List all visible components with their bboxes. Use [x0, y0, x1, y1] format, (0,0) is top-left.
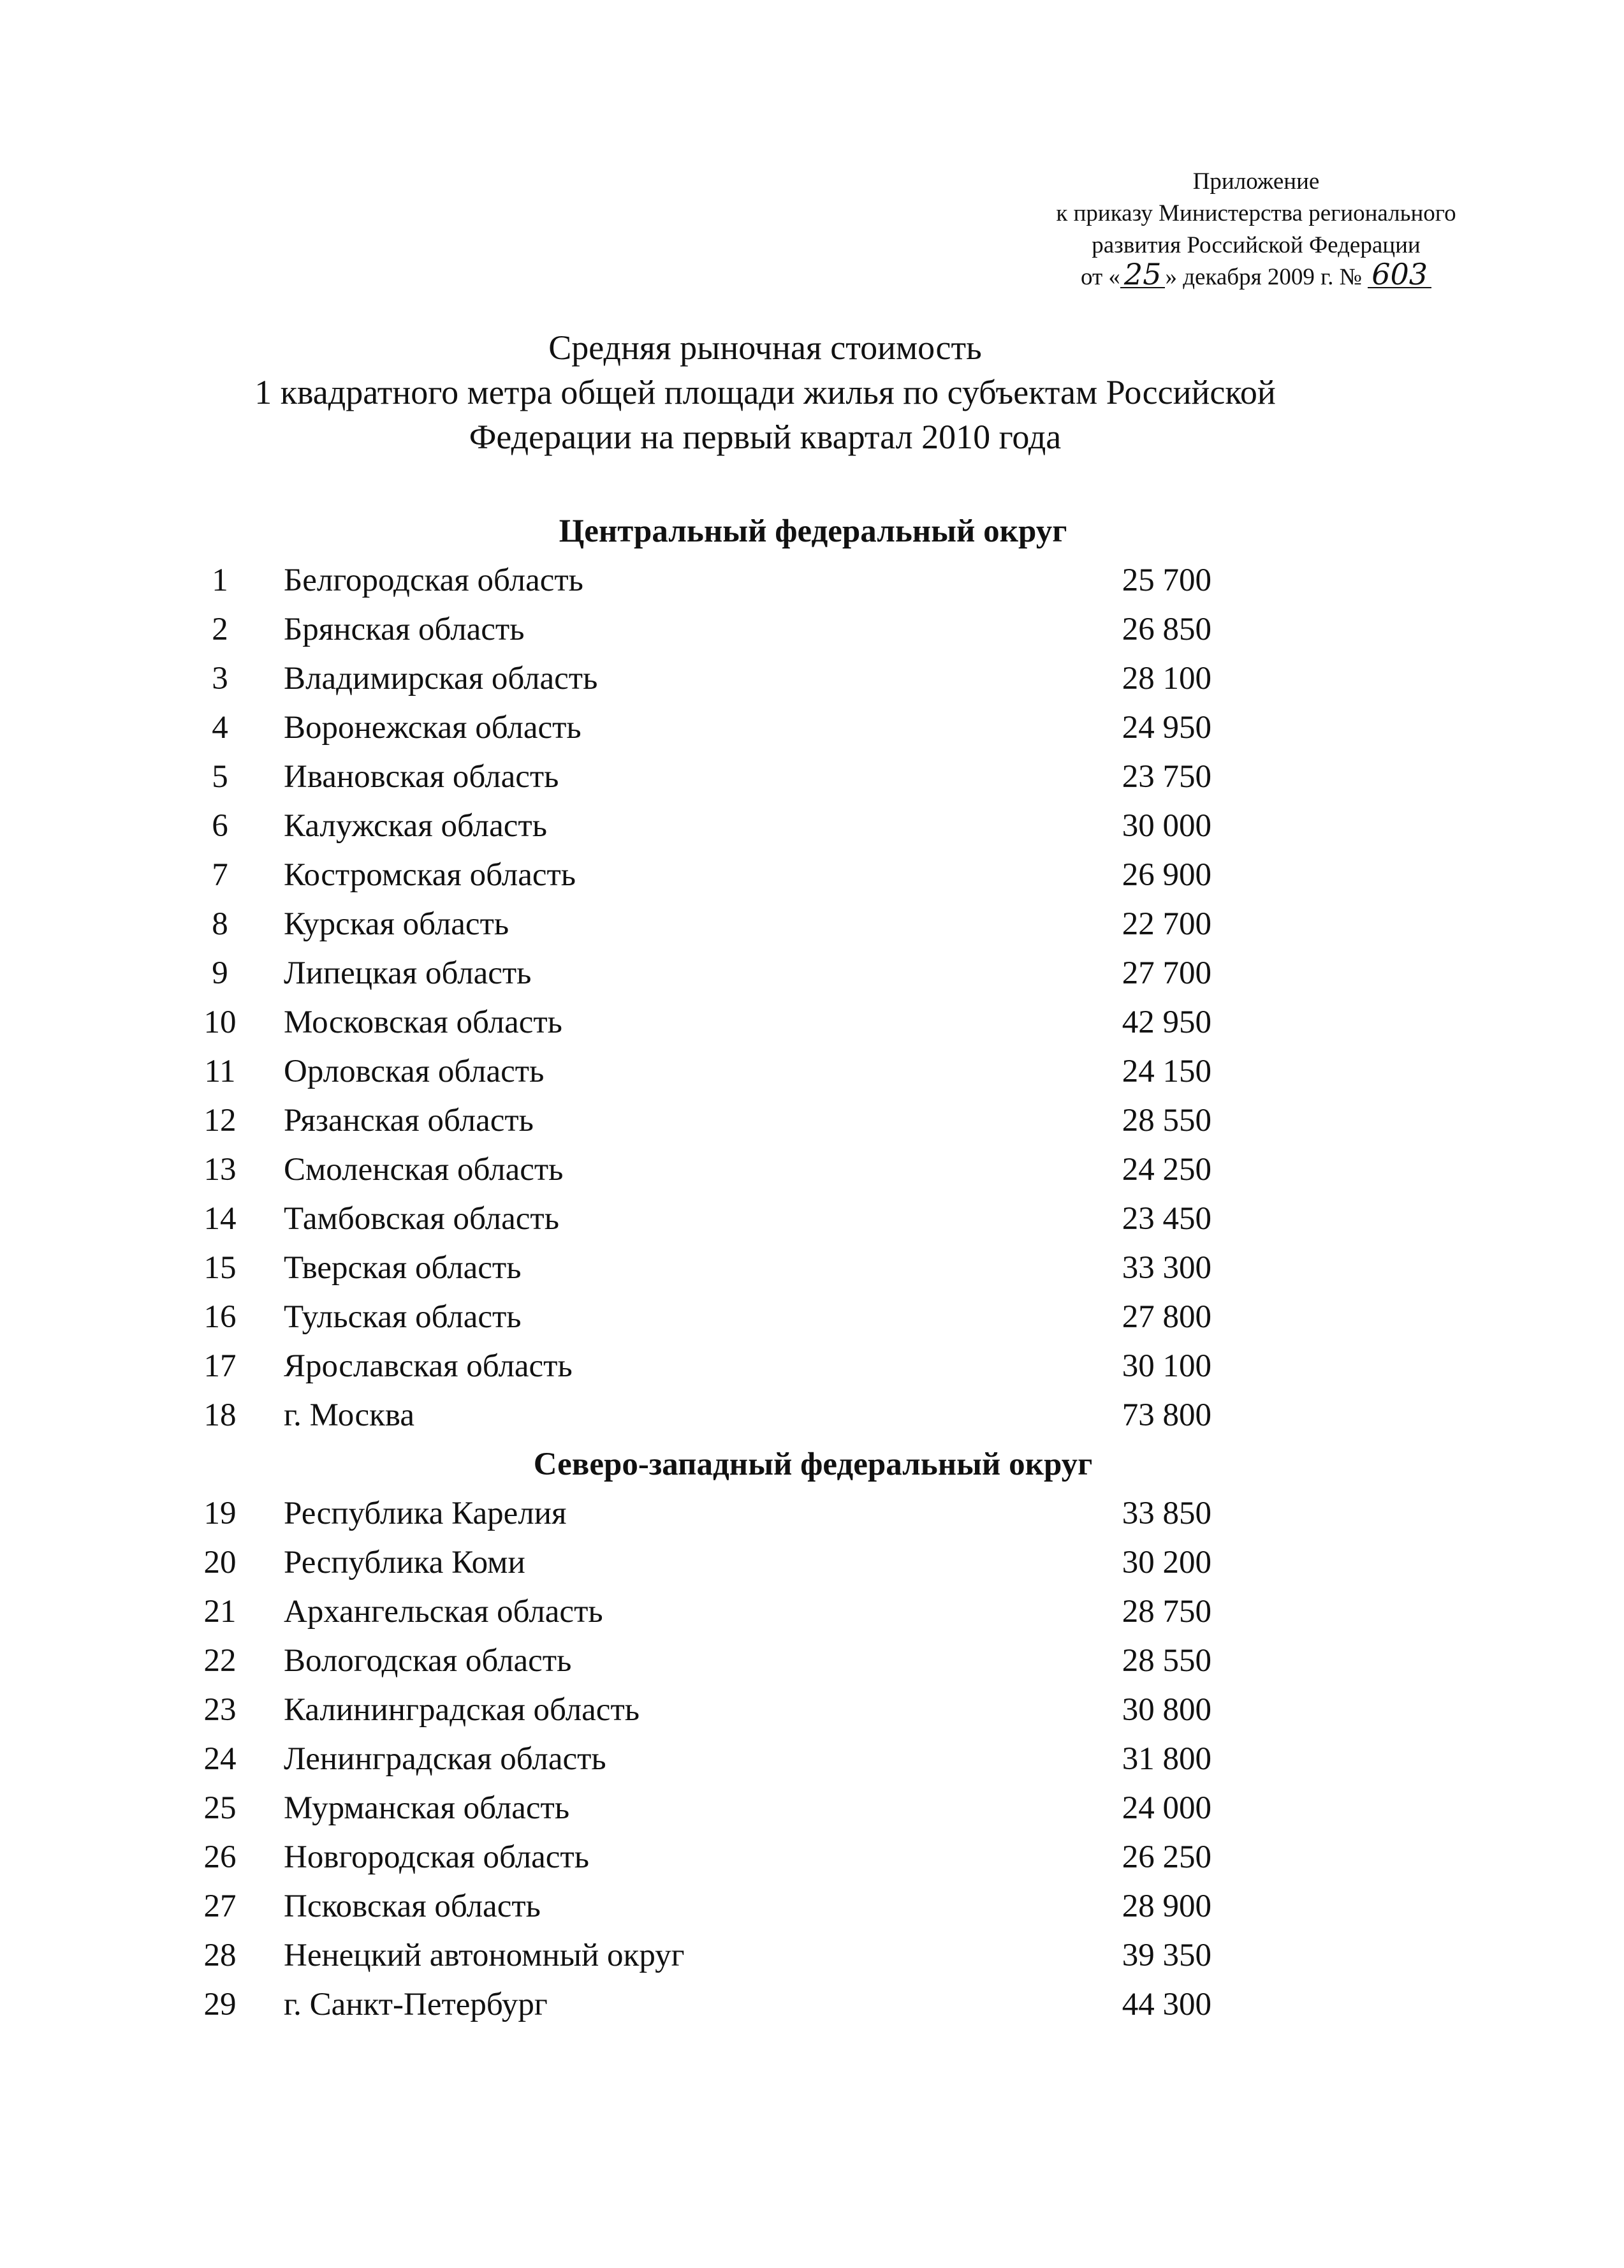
- price-value: 31 800: [1122, 1741, 1211, 1777]
- region-name: Новгородская область: [284, 1839, 589, 1875]
- price-value: 25 700: [1122, 563, 1211, 598]
- region-name: Московская область: [284, 1005, 562, 1040]
- row-number: 7: [212, 857, 228, 893]
- table-row: [191, 1882, 1275, 1931]
- row-number: 6: [212, 808, 228, 844]
- region-name: Ленинградская область: [284, 1741, 606, 1777]
- price-value: 26 850: [1122, 612, 1211, 647]
- date-day-handwritten: 25: [1120, 261, 1166, 288]
- price-value: 24 000: [1122, 1790, 1211, 1826]
- row-number: 5: [212, 759, 228, 795]
- annex-date-line: [1007, 257, 1505, 293]
- region-name: Белгородская область: [284, 563, 583, 598]
- price-value: 24 250: [1122, 1152, 1211, 1188]
- table-row: [191, 753, 1275, 802]
- row-number: 3: [212, 661, 228, 696]
- table-row: [191, 900, 1275, 949]
- annex-line-1: Приложение: [1192, 168, 1320, 195]
- price-value: 28 550: [1122, 1643, 1211, 1679]
- region-name: г. Москва: [284, 1397, 414, 1433]
- region-name: Архангельская область: [284, 1594, 603, 1630]
- table-row: [191, 1980, 1275, 2029]
- price-value: 28 550: [1122, 1103, 1211, 1138]
- price-value: 28 100: [1122, 661, 1211, 696]
- order-number-handwritten: 603: [1368, 261, 1431, 288]
- table-row: [191, 1686, 1275, 1735]
- row-number: 27: [203, 1889, 237, 1924]
- price-value: 30 200: [1122, 1545, 1211, 1580]
- row-number: 28: [203, 1938, 237, 1973]
- region-name: Ненецкий автономный округ: [284, 1938, 685, 1973]
- price-value: 23 750: [1122, 759, 1211, 795]
- table-row: [191, 1244, 1275, 1293]
- row-number: 24: [203, 1741, 237, 1777]
- region-name: Рязанская область: [284, 1103, 534, 1138]
- row-number: 19: [203, 1496, 237, 1531]
- table-row: [191, 1195, 1275, 1244]
- table-row: [191, 1391, 1275, 1440]
- region-name: Липецкая область: [284, 955, 532, 991]
- region-name: Владимирская область: [284, 661, 598, 696]
- date-prefix: от «: [1080, 264, 1120, 290]
- region-name: Ярославская область: [284, 1348, 573, 1384]
- title-line-1: Средняя рыночная стоимость: [548, 328, 982, 367]
- row-number: 14: [203, 1201, 237, 1237]
- row-number: 1: [212, 563, 228, 598]
- table-row: [191, 1293, 1275, 1342]
- region-name: Орловская область: [284, 1054, 545, 1089]
- region-name: Республика Карелия: [284, 1496, 567, 1531]
- row-number: 9: [212, 955, 228, 991]
- table-row: [191, 1784, 1275, 1833]
- table-row: [191, 949, 1275, 998]
- region-name: Тверская область: [284, 1250, 522, 1286]
- row-number: 18: [203, 1397, 237, 1433]
- table-row: [191, 1538, 1275, 1587]
- row-number: 13: [203, 1152, 237, 1188]
- region-name: Костромская область: [284, 857, 576, 893]
- row-number: 16: [203, 1299, 237, 1335]
- table-row: [191, 556, 1275, 605]
- row-number: 29: [203, 1987, 237, 2022]
- district-heading: Северо-западный федеральный округ: [533, 1447, 1093, 1482]
- row-number: 22: [203, 1643, 237, 1679]
- row-number: 17: [203, 1348, 237, 1384]
- table-row: [191, 654, 1275, 703]
- price-value: 30 100: [1122, 1348, 1211, 1384]
- row-number: 2: [212, 612, 228, 647]
- row-number: 23: [203, 1692, 237, 1728]
- table-row: [191, 1047, 1275, 1096]
- region-name: Калужская область: [284, 808, 547, 844]
- price-value: 26 900: [1122, 857, 1211, 893]
- date-middle: » декабря 2009 г. №: [1165, 264, 1362, 290]
- price-value: 26 250: [1122, 1839, 1211, 1875]
- annex-line-2: к приказу Министерства регионального: [1056, 200, 1456, 226]
- price-value: 24 950: [1122, 710, 1211, 746]
- table-row: [191, 1342, 1275, 1391]
- table-row: [191, 1735, 1275, 1784]
- title-line-2: 1 квадратного метра общей площади жилья по субъектам Российской: [254, 373, 1276, 411]
- table-row: [191, 851, 1275, 900]
- region-name: Калининградская область: [284, 1692, 640, 1728]
- table-row: [191, 703, 1275, 753]
- table-row: [191, 1587, 1275, 1637]
- region-name: Вологодская область: [284, 1643, 572, 1679]
- price-value: 28 900: [1122, 1889, 1211, 1924]
- price-value: 30 000: [1122, 808, 1211, 844]
- row-number: 25: [203, 1790, 237, 1826]
- region-name: Тамбовская область: [284, 1201, 559, 1237]
- price-value: 39 350: [1122, 1938, 1211, 1973]
- table-row: [191, 1096, 1275, 1145]
- price-table: [191, 507, 1275, 2029]
- row-number: 10: [203, 1005, 237, 1040]
- row-number: 4: [212, 710, 228, 746]
- table-row: [191, 998, 1275, 1047]
- price-value: 33 300: [1122, 1250, 1211, 1286]
- row-number: 11: [204, 1054, 236, 1089]
- district-heading: Центральный федеральный округ: [559, 513, 1067, 549]
- price-value: 24 150: [1122, 1054, 1211, 1089]
- row-number: 15: [203, 1250, 237, 1286]
- region-name: Ивановская область: [284, 759, 559, 795]
- table-row: [191, 802, 1275, 851]
- price-value: 23 450: [1122, 1201, 1211, 1237]
- price-value: 44 300: [1122, 1987, 1211, 2022]
- price-value: 30 800: [1122, 1692, 1211, 1728]
- price-value: 33 850: [1122, 1496, 1211, 1531]
- table-row: [191, 1931, 1275, 1980]
- region-name: Тульская область: [284, 1299, 522, 1335]
- region-name: Мурманская область: [284, 1790, 570, 1826]
- annex-header: [1007, 166, 1505, 293]
- row-number: 20: [203, 1545, 237, 1580]
- region-name: г. Санкт-Петербург: [284, 1987, 548, 2022]
- row-number: 26: [203, 1839, 237, 1875]
- title-line-3: Федерации на первый квартал 2010 года: [469, 418, 1062, 456]
- price-value: 27 700: [1122, 955, 1211, 991]
- table-row: [191, 605, 1275, 654]
- price-value: 28 750: [1122, 1594, 1211, 1630]
- region-name: Республика Коми: [284, 1545, 525, 1580]
- price-value: 22 700: [1122, 906, 1211, 942]
- table-row: [191, 1489, 1275, 1538]
- region-name: Смоленская область: [284, 1152, 564, 1188]
- price-value: 42 950: [1122, 1005, 1211, 1040]
- price-value: 27 800: [1122, 1299, 1211, 1335]
- region-name: Курская область: [284, 906, 509, 942]
- row-number: 8: [212, 906, 228, 942]
- region-name: Воронежская область: [284, 710, 582, 746]
- document-title: [128, 325, 1403, 459]
- table-row: [191, 1145, 1275, 1195]
- region-name: Брянская область: [284, 612, 525, 647]
- region-name: Псковская область: [284, 1889, 541, 1924]
- table-row: [191, 1637, 1275, 1686]
- price-value: 73 800: [1122, 1397, 1211, 1433]
- row-number: 21: [203, 1594, 237, 1630]
- annex-line-3: развития Российской Федерации: [1092, 232, 1421, 258]
- table-row: [191, 1833, 1275, 1882]
- row-number: 12: [203, 1103, 237, 1138]
